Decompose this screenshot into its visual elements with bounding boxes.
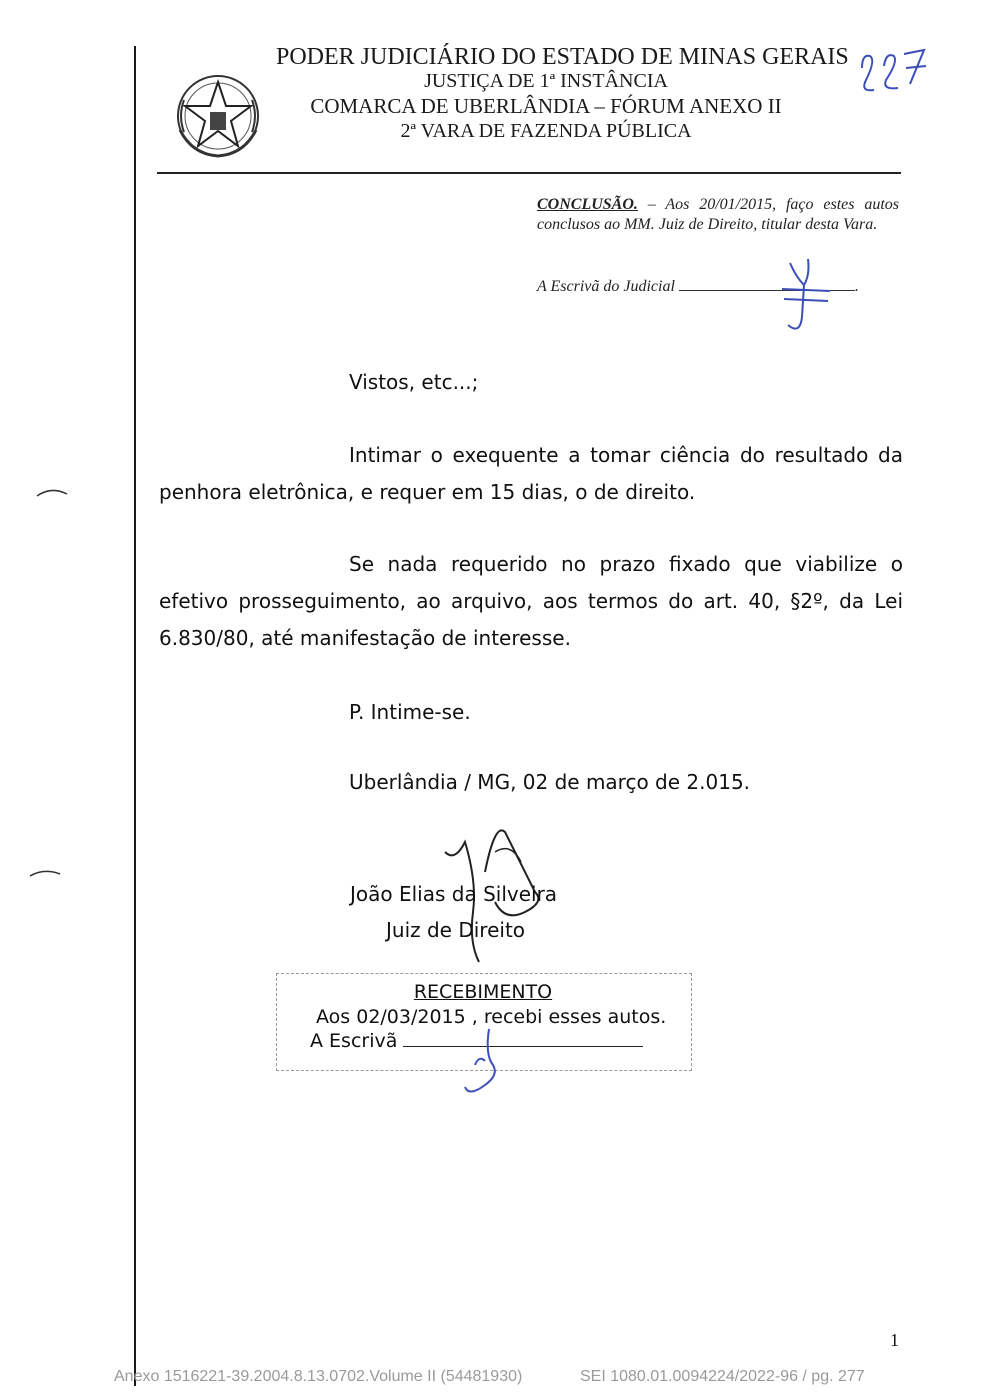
conclusao-escriva-line: A Escrivã do Judicial .: [537, 278, 859, 295]
judge-name: João Elias da Silveira: [350, 882, 558, 906]
recebimento-text: Aos 02/03/2015 , recebi esses autos.: [316, 1006, 667, 1028]
paragraph-arquivo: Se nada requerido no prazo fixado que viabilize o efetivo prosseguimento, ao arquivo, aos termos do art. 40, §2º, da Lei 6.830/80, até manifestação de interesse.: [159, 552, 903, 650]
page-number: 1: [890, 1330, 899, 1350]
recebimento-signature: [455, 1025, 515, 1105]
footer-sei-id: SEI 1080.01.0094224/2022-96 / pg. 277: [580, 1368, 865, 1385]
recebimento-title: RECEBIMENTO: [413, 981, 553, 1003]
handwritten-folio-number: [852, 40, 932, 100]
greeting: Vistos, etc...;: [349, 370, 479, 394]
conclusao-label: CONCLUSÃO.: [537, 196, 638, 213]
margin-mark: [28, 866, 62, 880]
conclusao-block: [537, 195, 899, 235]
escriva-signature: [770, 255, 840, 340]
header-vara: 2ª VARA DE FAZENDA PÚBLICA: [400, 120, 692, 142]
judge-title: Juiz de Direito: [386, 918, 526, 942]
closing-intime: P. Intime-se.: [349, 700, 471, 724]
conclusao-escriva-label: A Escrivã do Judicial: [537, 278, 675, 295]
place-date: Uberlândia / MG, 02 de março de 2.015.: [349, 770, 751, 794]
header-divider: [157, 172, 901, 174]
header-instance: JUSTIÇA DE 1ª INSTÂNCIA: [424, 70, 668, 92]
signature-underline: [403, 1030, 643, 1047]
coat-of-arms-icon: [172, 70, 264, 162]
paragraph-intimar: Intimar o exequente a tomar ciência do resultado da penhora eletrônica, e requer em 15 dias, o de direito.: [159, 443, 903, 504]
margin-mark: [35, 486, 69, 500]
recebimento-escriva-label: A Escrivã: [310, 1030, 398, 1052]
footer-annex-id: Anexo 1516221-39.2004.8.13.0702.Volume II (54481930): [114, 1368, 523, 1385]
margin-line: [134, 46, 136, 1386]
header-comarca: COMARCA DE UBERLÂNDIA – FÓRUM ANEXO II: [310, 94, 782, 118]
conclusao-text: – Aos 20/01/2015, faço estes autos conclusos ao MM. Juiz de Direito, titular desta Vara.: [537, 196, 899, 233]
header-institution: PODER JUDICIÁRIO DO ESTADO DE MINAS GERAIS: [276, 44, 849, 70]
